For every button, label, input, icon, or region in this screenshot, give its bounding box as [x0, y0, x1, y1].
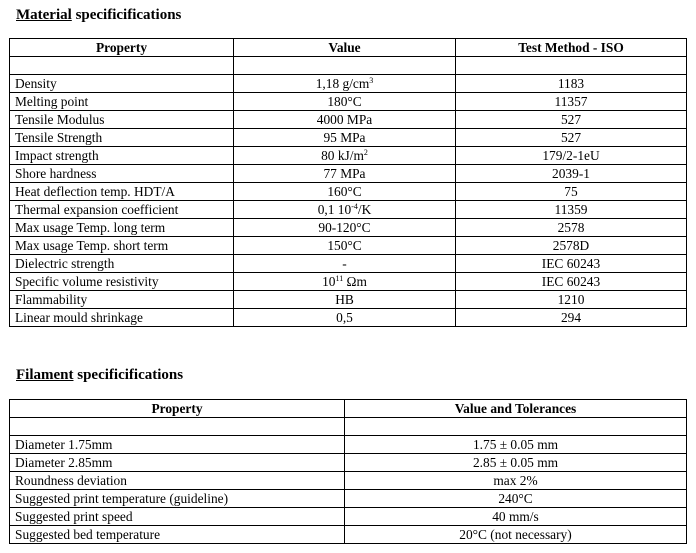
- material-value-text: 0,1 10: [317, 202, 352, 217]
- material-property-cell: Tensile Strength: [10, 129, 234, 147]
- material-value-cell: [234, 273, 456, 291]
- material-row: [10, 129, 687, 147]
- filament-value-cell: 1.75 ± 0.05 mm: [345, 436, 687, 454]
- material-row: [10, 147, 687, 165]
- material-value-cell: [234, 75, 456, 93]
- material-method-cell: 2039-1: [456, 165, 687, 183]
- material-row: [10, 309, 687, 327]
- material-col-method: Test Method - ISO: [456, 39, 687, 57]
- filament-property-cell: Diameter 2.85mm: [10, 454, 345, 472]
- material-value-unit: /K: [357, 202, 372, 217]
- material-row: [10, 75, 687, 93]
- material-value-text: 0,5: [336, 310, 353, 325]
- material-heading: [16, 6, 181, 24]
- material-property-cell: Max usage Temp. long term: [10, 219, 234, 237]
- material-value-text: 10: [322, 274, 336, 289]
- material-property-cell: Flammability: [10, 291, 234, 309]
- material-method-cell: 294: [456, 309, 687, 327]
- material-method-cell: 527: [456, 129, 687, 147]
- material-property-cell: Specific volume resistivity: [10, 273, 234, 291]
- material-value-cell: [234, 165, 456, 183]
- material-value-text: 77 MPa: [323, 166, 366, 181]
- filament-row: [10, 436, 687, 454]
- material-property-cell: Tensile Modulus: [10, 111, 234, 129]
- material-method-cell: 1183: [456, 75, 687, 93]
- material-value-superscript: -4: [351, 202, 358, 211]
- material-header-row: [10, 39, 687, 57]
- material-row: [10, 111, 687, 129]
- material-method-cell: 2578: [456, 219, 687, 237]
- filament-property-cell: Suggested print temperature (guideline): [10, 490, 345, 508]
- material-heading-rest: specificifications: [71, 7, 182, 23]
- material-row: [10, 273, 687, 291]
- material-value-cell: [234, 201, 456, 219]
- filament-property-cell: Suggested bed temperature: [10, 526, 345, 544]
- material-property-cell: Heat deflection temp. HDT/A: [10, 183, 234, 201]
- material-blank-row: [10, 57, 687, 75]
- material-property-cell: Melting point: [10, 93, 234, 111]
- material-method-cell: 179/2-1eU: [456, 147, 687, 165]
- material-value-cell: [234, 291, 456, 309]
- material-value-cell: [234, 93, 456, 111]
- material-value-superscript: 11: [335, 274, 344, 283]
- material-value-cell: [234, 147, 456, 165]
- filament-value-cell: 40 mm/s: [345, 508, 687, 526]
- material-row: [10, 183, 687, 201]
- filament-value-cell: max 2%: [345, 472, 687, 490]
- material-value-text: 95 MPa: [323, 130, 366, 145]
- material-property-cell: Thermal expansion coefficient: [10, 201, 234, 219]
- material-method-cell: 527: [456, 111, 687, 129]
- filament-value-cell: 240°C: [345, 490, 687, 508]
- material-value-cell: [234, 129, 456, 147]
- material-method-cell: IEC 60243: [456, 255, 687, 273]
- material-value-cell: [234, 237, 456, 255]
- material-property-cell: Density: [10, 75, 234, 93]
- filament-header-row: [10, 400, 687, 418]
- material-value-text: 160°C: [327, 184, 362, 199]
- material-value-unit: Ωm: [343, 274, 367, 289]
- material-property-cell: Dielectric strength: [10, 255, 234, 273]
- material-value-text: 4000 MPa: [316, 112, 373, 127]
- material-row: [10, 291, 687, 309]
- material-row: [10, 219, 687, 237]
- filament-value-cell: 20°C (not necessary): [345, 526, 687, 544]
- filament-row: [10, 526, 687, 544]
- material-property-cell: Shore hardness: [10, 165, 234, 183]
- material-row: [10, 93, 687, 111]
- material-value-text: -: [342, 256, 347, 271]
- filament-property-cell: Roundness deviation: [10, 472, 345, 490]
- material-row: [10, 165, 687, 183]
- material-value-cell: [234, 309, 456, 327]
- material-value-cell: [234, 219, 456, 237]
- material-value-text: 80 kJ/m: [321, 148, 364, 163]
- material-row: [10, 237, 687, 255]
- filament-value-cell: 2.85 ± 0.05 mm: [345, 454, 687, 472]
- material-spec-table: [9, 38, 687, 327]
- material-value-cell: [234, 183, 456, 201]
- filament-heading: [16, 366, 183, 384]
- filament-blank-row: [10, 418, 687, 436]
- material-method-cell: 11357: [456, 93, 687, 111]
- material-property-cell: Impact strength: [10, 147, 234, 165]
- filament-col-property: Property: [10, 400, 345, 418]
- filament-heading-underlined: Filament: [16, 367, 74, 383]
- material-value-text: 1,18 g/cm: [315, 76, 370, 91]
- material-method-cell: IEC 60243: [456, 273, 687, 291]
- material-value-superscript: 2: [363, 148, 368, 157]
- material-value-text: HB: [335, 292, 354, 307]
- material-method-cell: 11359: [456, 201, 687, 219]
- filament-row: [10, 508, 687, 526]
- filament-heading-rest: specificifications: [73, 367, 184, 383]
- material-method-cell: 2578D: [456, 237, 687, 255]
- material-col-property: Property: [10, 39, 234, 57]
- material-method-cell: 75: [456, 183, 687, 201]
- filament-row: [10, 472, 687, 490]
- material-value-superscript: 3: [369, 76, 374, 85]
- material-row: [10, 255, 687, 273]
- material-value-text: 90-120°C: [318, 220, 371, 235]
- material-heading-underlined: Material: [16, 7, 72, 23]
- material-value-cell: [234, 111, 456, 129]
- material-row: [10, 201, 687, 219]
- material-value-cell: [234, 255, 456, 273]
- filament-col-value: Value and Tolerances: [345, 400, 687, 418]
- material-value-text: 150°C: [327, 238, 362, 253]
- material-method-cell: 1210: [456, 291, 687, 309]
- material-col-value: Value: [234, 39, 456, 57]
- filament-row: [10, 454, 687, 472]
- filament-row: [10, 490, 687, 508]
- material-property-cell: Linear mould shrinkage: [10, 309, 234, 327]
- material-value-text: 180°C: [327, 94, 362, 109]
- material-property-cell: Max usage Temp. short term: [10, 237, 234, 255]
- filament-property-cell: Suggested print speed: [10, 508, 345, 526]
- filament-spec-table: [9, 399, 687, 544]
- filament-property-cell: Diameter 1.75mm: [10, 436, 345, 454]
